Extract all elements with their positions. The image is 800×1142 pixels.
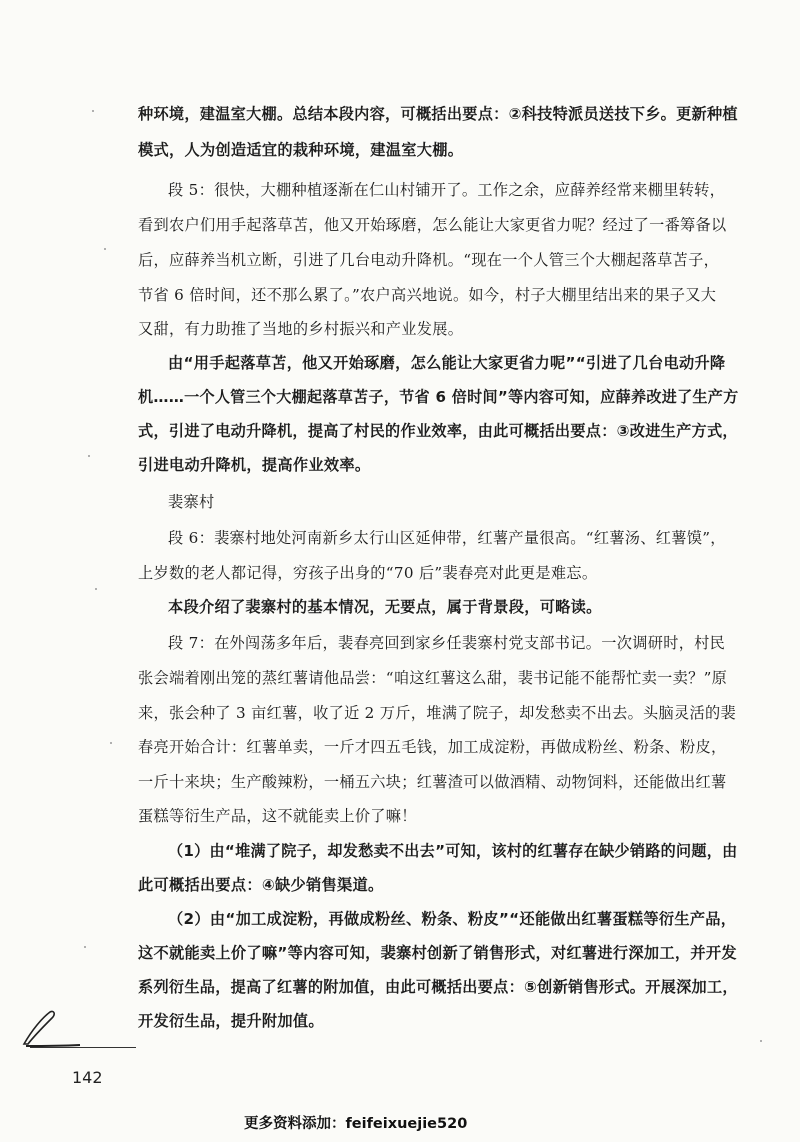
text-line: 又甜，有力助推了当地的乡村振兴和产业发展。 xyxy=(138,320,464,338)
text-line: 本段介绍了裴寨村的基本情况，无要点，属于背景段，可略读。 xyxy=(168,598,602,616)
text-line: 张会端着刚出笼的蒸红薯请他品尝：“咱这红薯这么甜，裴书记能不能帮忙卖一卖？”原 xyxy=(138,669,728,687)
scan-speck xyxy=(760,1040,762,1042)
scan-speck xyxy=(92,110,94,112)
page-number: 142 xyxy=(72,1068,103,1087)
text-line: 式，引进了电动升降机，提高了村民的作业效率，由此可概括出要点：③改进生产方式， xyxy=(138,422,738,440)
text-line: 种环境，建温室大棚。总结本段内容，可概括出要点：②科技特派员送技下乡。更新种植 xyxy=(138,105,738,123)
text-line: 上岁数的老人都记得，穷孩子出身的“70 后”裴春亮对此更是难忘。 xyxy=(138,564,598,582)
scan-speck xyxy=(84,946,86,948)
text-line: 来，张会种了 3 亩红薯，收了近 2 万斤，堆满了院子，却发愁卖不出去。头脑灵活的裴 xyxy=(138,704,736,722)
text-line: 节省 6 倍时间，还不那么累了。”农户高兴地说。如今，村子大棚里结出来的果子又大 xyxy=(138,286,717,304)
footer-note: 更多资料添加：feifeixuejie520 xyxy=(244,1116,468,1132)
text-line: （2）由“加工成淀粉，再做成粉丝、粉条、粉皮”“还能做出红薯蛋糕等衍生产品， xyxy=(168,910,737,928)
pencil-icon xyxy=(18,1008,88,1052)
text-line: 系列衍生品，提高了红薯的附加值，由此可概括出要点：⑤创新销售形式。开展深加工， xyxy=(138,978,738,996)
text-line: 模式，人为创造适宜的栽种环境，建温室大棚。 xyxy=(138,141,464,159)
text-line: 段 5：很快，大棚种植逐渐在仁山村铺开了。工作之余，应薛养经常来棚里转转， xyxy=(168,181,726,199)
text-line: 这不就能卖上价了嘛”等内容可知，裴寨村创新了销售形式，对红薯进行深加工，并开发 xyxy=(138,944,737,962)
text-line: （1）由“堆满了院子，却发愁卖不出去”可知，该村的红薯存在缺少销路的问题，由 xyxy=(168,842,738,860)
text-line: 段 6：裴寨村地处河南新乡太行山区延伸带，红薯产量很高。“红薯汤、红薯馍”， xyxy=(168,529,726,547)
text-line: 机……一个人管三个大棚起落草苫子，节省 6 倍时间”等内容可知，应薛养改进了生产方 xyxy=(138,388,739,406)
text-line: 一斤十来块；生产酸辣粉，一桶五六块；红薯渣可以做酒精、动物饲料，还能做出红薯 xyxy=(138,773,727,791)
text-line: 引进电动升降机，提高作业效率。 xyxy=(138,456,371,474)
text-line: 春亮开始合计：红薯单卖，一斤才四五毛钱，加工成淀粉，再做成粉丝、粉条、粉皮， xyxy=(138,738,727,756)
text-line: 蛋糕等衍生产品，这不就能卖上价了嘛！ xyxy=(138,807,417,825)
section-heading: 裴寨村 xyxy=(168,493,215,511)
text-line: 看到农户们用手起落草苫，他又开始琢磨，怎么能让大家更省力呢？经过了一番筹备以 xyxy=(138,216,727,234)
footnote-rule xyxy=(30,1047,136,1048)
scan-speck xyxy=(104,248,106,250)
text-line: 后，应薛养当机立断，引进了几台电动升降机。“现在一个人管三个大棚起落草苫子， xyxy=(138,251,720,269)
scan-speck xyxy=(95,588,97,590)
text-line: 段 7：在外闯荡多年后，裴春亮回到家乡任裴寨村党支部书记。一次调研时，村民 xyxy=(168,634,726,652)
scan-speck xyxy=(88,455,90,457)
text-line: 开发衍生品，提升附加值。 xyxy=(138,1012,324,1030)
scan-speck xyxy=(110,742,112,744)
text-line: 此可概括出要点：④缺少销售渠道。 xyxy=(138,876,384,894)
text-line: 由“用手起落草苫，他又开始琢磨，怎么能让大家更省力呢”“引进了几台电动升降 xyxy=(168,354,726,372)
